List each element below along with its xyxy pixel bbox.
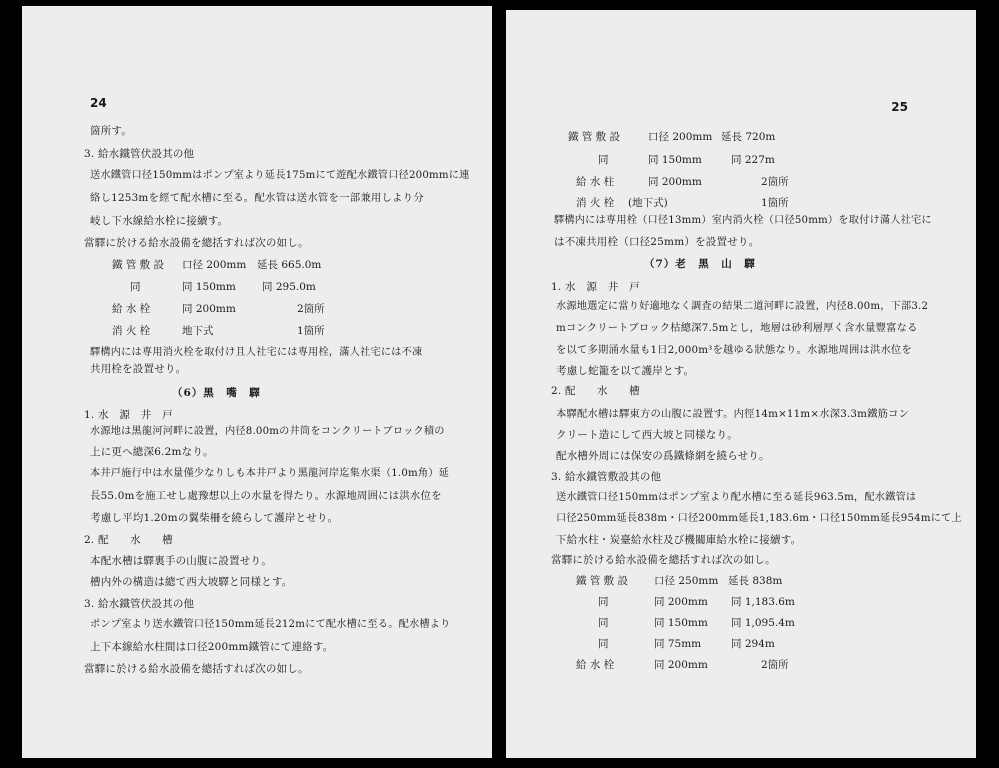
text-line: 驛構内には専用消火栓を取付け且人社宅には専用栓，滿人社宅には不凍 bbox=[90, 347, 423, 358]
text-line: 當驛に於ける給水設備を總括すれば次の如し。 bbox=[84, 237, 309, 249]
table-cell: 口径 200mm bbox=[648, 131, 713, 143]
text-line: 配水槽外周には保安の爲鐵條網を繞らせり。 bbox=[556, 450, 770, 462]
text-line: 送水鐵管口径150mmはポンプ室より配水槽に至る延長963.5m，配水鐵管は bbox=[556, 492, 917, 503]
text-line: 考慮し蛇籠を以て護岸とす。 bbox=[556, 365, 695, 377]
text-line: 長55.0mを施工せし處豫想以上の水量を得たり。水源地周囲には洪水位を bbox=[90, 490, 442, 502]
text-line: 上に更へ總深6.2mなり。 bbox=[90, 446, 214, 458]
table-cell: 1箇所 bbox=[761, 197, 789, 209]
table-cell: 同 bbox=[598, 638, 609, 650]
table-cell: 給 水 栓 bbox=[576, 659, 615, 671]
section-title: 3. 給水鐵管伏設其の他 bbox=[84, 148, 195, 160]
table-cell: 同 294m bbox=[731, 638, 775, 650]
text-line: 本驛配水槽は驛東方の山腹に設置す。内徑14m×11m×水深3.3m鐵筋コン bbox=[556, 408, 910, 420]
table-cell: 2箇所 bbox=[761, 176, 789, 188]
table-cell: 同 150mm bbox=[648, 154, 702, 166]
table-cell: 同 1,183.6m bbox=[731, 596, 795, 608]
section-title: 1. 水 源 井 戸 bbox=[84, 409, 173, 421]
table-cell: (地下式) bbox=[628, 197, 668, 209]
text-line: 岐し下水線給水栓に接續す。 bbox=[90, 215, 229, 227]
text-line: 絡し1253mを經て配水槽に至る。配水管は送水管を一部兼用しより分 bbox=[90, 192, 424, 204]
table-cell: 2箇所 bbox=[297, 303, 325, 315]
text-line: クリート造にして西大坡と同様なり。 bbox=[556, 429, 738, 441]
text-line: 水源地は黑龍河河畔に設置，内径8.00mの井筒をコンクリートブロック積の bbox=[90, 426, 445, 437]
section-title: 3. 給水鐵管敷設其の他 bbox=[551, 471, 662, 483]
table-cell: 同 bbox=[598, 154, 609, 166]
page-number: 24 bbox=[90, 96, 107, 110]
section-title: 2. 配 水 槽 bbox=[551, 385, 640, 397]
table-cell: 延長 720m bbox=[721, 131, 776, 143]
table-cell: 鐵 管 敷 設 bbox=[568, 131, 621, 143]
text-line: 下給水柱・炭臺給水柱及び機關庫給水栓に接續す。 bbox=[556, 534, 802, 546]
table-cell: 口径 200mm bbox=[182, 259, 247, 271]
table-cell: 同 227m bbox=[731, 154, 775, 166]
section-title: 3. 給水鐵管伏設其の他 bbox=[84, 598, 195, 610]
left-page bbox=[22, 6, 492, 758]
text-line: 口径250mm延長838m・口径200mm延長1,183.6m・口径150mm延長954mにて上 bbox=[556, 513, 962, 524]
section-title: 1. 水 源 井 戸 bbox=[551, 281, 640, 293]
table-cell: 同 200mm bbox=[648, 176, 702, 188]
section-heading: （6）黑 嘴 驛 bbox=[172, 387, 261, 399]
table-cell: 延長 665.0m bbox=[257, 259, 322, 271]
text-line: 水源地選定に當り好適地なく調査の結果二道河畔に設置，内径8.00m，下部3.2 bbox=[556, 301, 929, 312]
section-heading: （7）老 黑 山 驛 bbox=[644, 258, 756, 270]
text-line: 箇所す。 bbox=[90, 125, 132, 137]
table-cell: 同 bbox=[598, 617, 609, 629]
table-cell: 同 295.0m bbox=[262, 281, 316, 293]
table-cell: 鐵 管 敷 設 bbox=[576, 575, 629, 587]
section-title: 2. 配 水 槽 bbox=[84, 534, 173, 546]
text-line: 本配水槽は驛裏手の山腹に設置せり。 bbox=[90, 555, 272, 567]
table-cell: 給 水 柱 bbox=[576, 176, 615, 188]
text-line: 槽内外の構造は總て西大坡驛と同様とす。 bbox=[90, 576, 293, 588]
table-cell: 消 火 栓 bbox=[112, 325, 151, 337]
table-cell: 同 150mm bbox=[654, 617, 708, 629]
table-cell: 1箇所 bbox=[297, 325, 325, 337]
text-line: 送水鐵管口径150mmはポンプ室より延長175mにて遊配水鐵管口径200mmに連 bbox=[90, 170, 470, 181]
table-cell: 同 1,095.4m bbox=[731, 617, 795, 629]
table-cell: 同 200mm bbox=[654, 659, 708, 671]
text-line: は不凍共用栓（口径25mm）を設置せり。 bbox=[554, 236, 760, 248]
table-cell: 給 水 栓 bbox=[112, 303, 151, 315]
text-line: 共用栓を設置せり。 bbox=[90, 363, 187, 375]
text-line: ポンプ室より送水鐵管口径150mm延長212mにて配水槽に至る。配水槽より bbox=[90, 619, 451, 630]
table-cell: 同 200mm bbox=[182, 303, 236, 315]
table-cell: 口径 250mm bbox=[654, 575, 719, 587]
text-line: mコンクリートブロック枯總深7.5mとし，地層は砂利層厚く含水量豐富なる bbox=[556, 322, 918, 334]
right-page bbox=[506, 10, 976, 758]
table-cell: 同 75mm bbox=[654, 638, 702, 650]
table-cell: 同 bbox=[598, 596, 609, 608]
text-line: 當驛に於ける給水設備を總括すれば次の如し。 bbox=[551, 554, 776, 566]
table-cell: 2箇所 bbox=[761, 659, 789, 671]
text-line: を以て多期涌水量も1日2,000m³を越ゆる狀態なり。水源地周囲は洪水位を bbox=[556, 344, 912, 356]
table-cell: 鐵 管 敷 設 bbox=[112, 259, 165, 271]
table-cell: 延長 838m bbox=[728, 575, 783, 587]
table-cell: 同 bbox=[130, 281, 141, 293]
page-number: 25 bbox=[891, 100, 908, 114]
table-cell: 同 200mm bbox=[654, 596, 708, 608]
text-line: 當驛に於ける給水設備を總括すれば次の如し。 bbox=[84, 663, 309, 675]
text-line: 考慮し平均1.20mの翼柴柵を繞らして護岸とせり。 bbox=[90, 512, 339, 524]
table-cell: 地下式 bbox=[182, 325, 214, 337]
text-line: 本井戸施行中は水量僅少なりしも本井戸より黑龍河岸迄集水渠（1.0m角）延 bbox=[90, 468, 450, 479]
text-line: 驛構内には専用栓（口径13mm）室内消火栓（口径50mm）を取付け滿人社宅に bbox=[554, 215, 932, 226]
table-cell: 同 150mm bbox=[182, 281, 236, 293]
table-cell: 消 火 栓 bbox=[576, 197, 615, 209]
text-line: 上下本線給水柱間は口径200mm鐵管にて連絡す。 bbox=[90, 641, 334, 653]
